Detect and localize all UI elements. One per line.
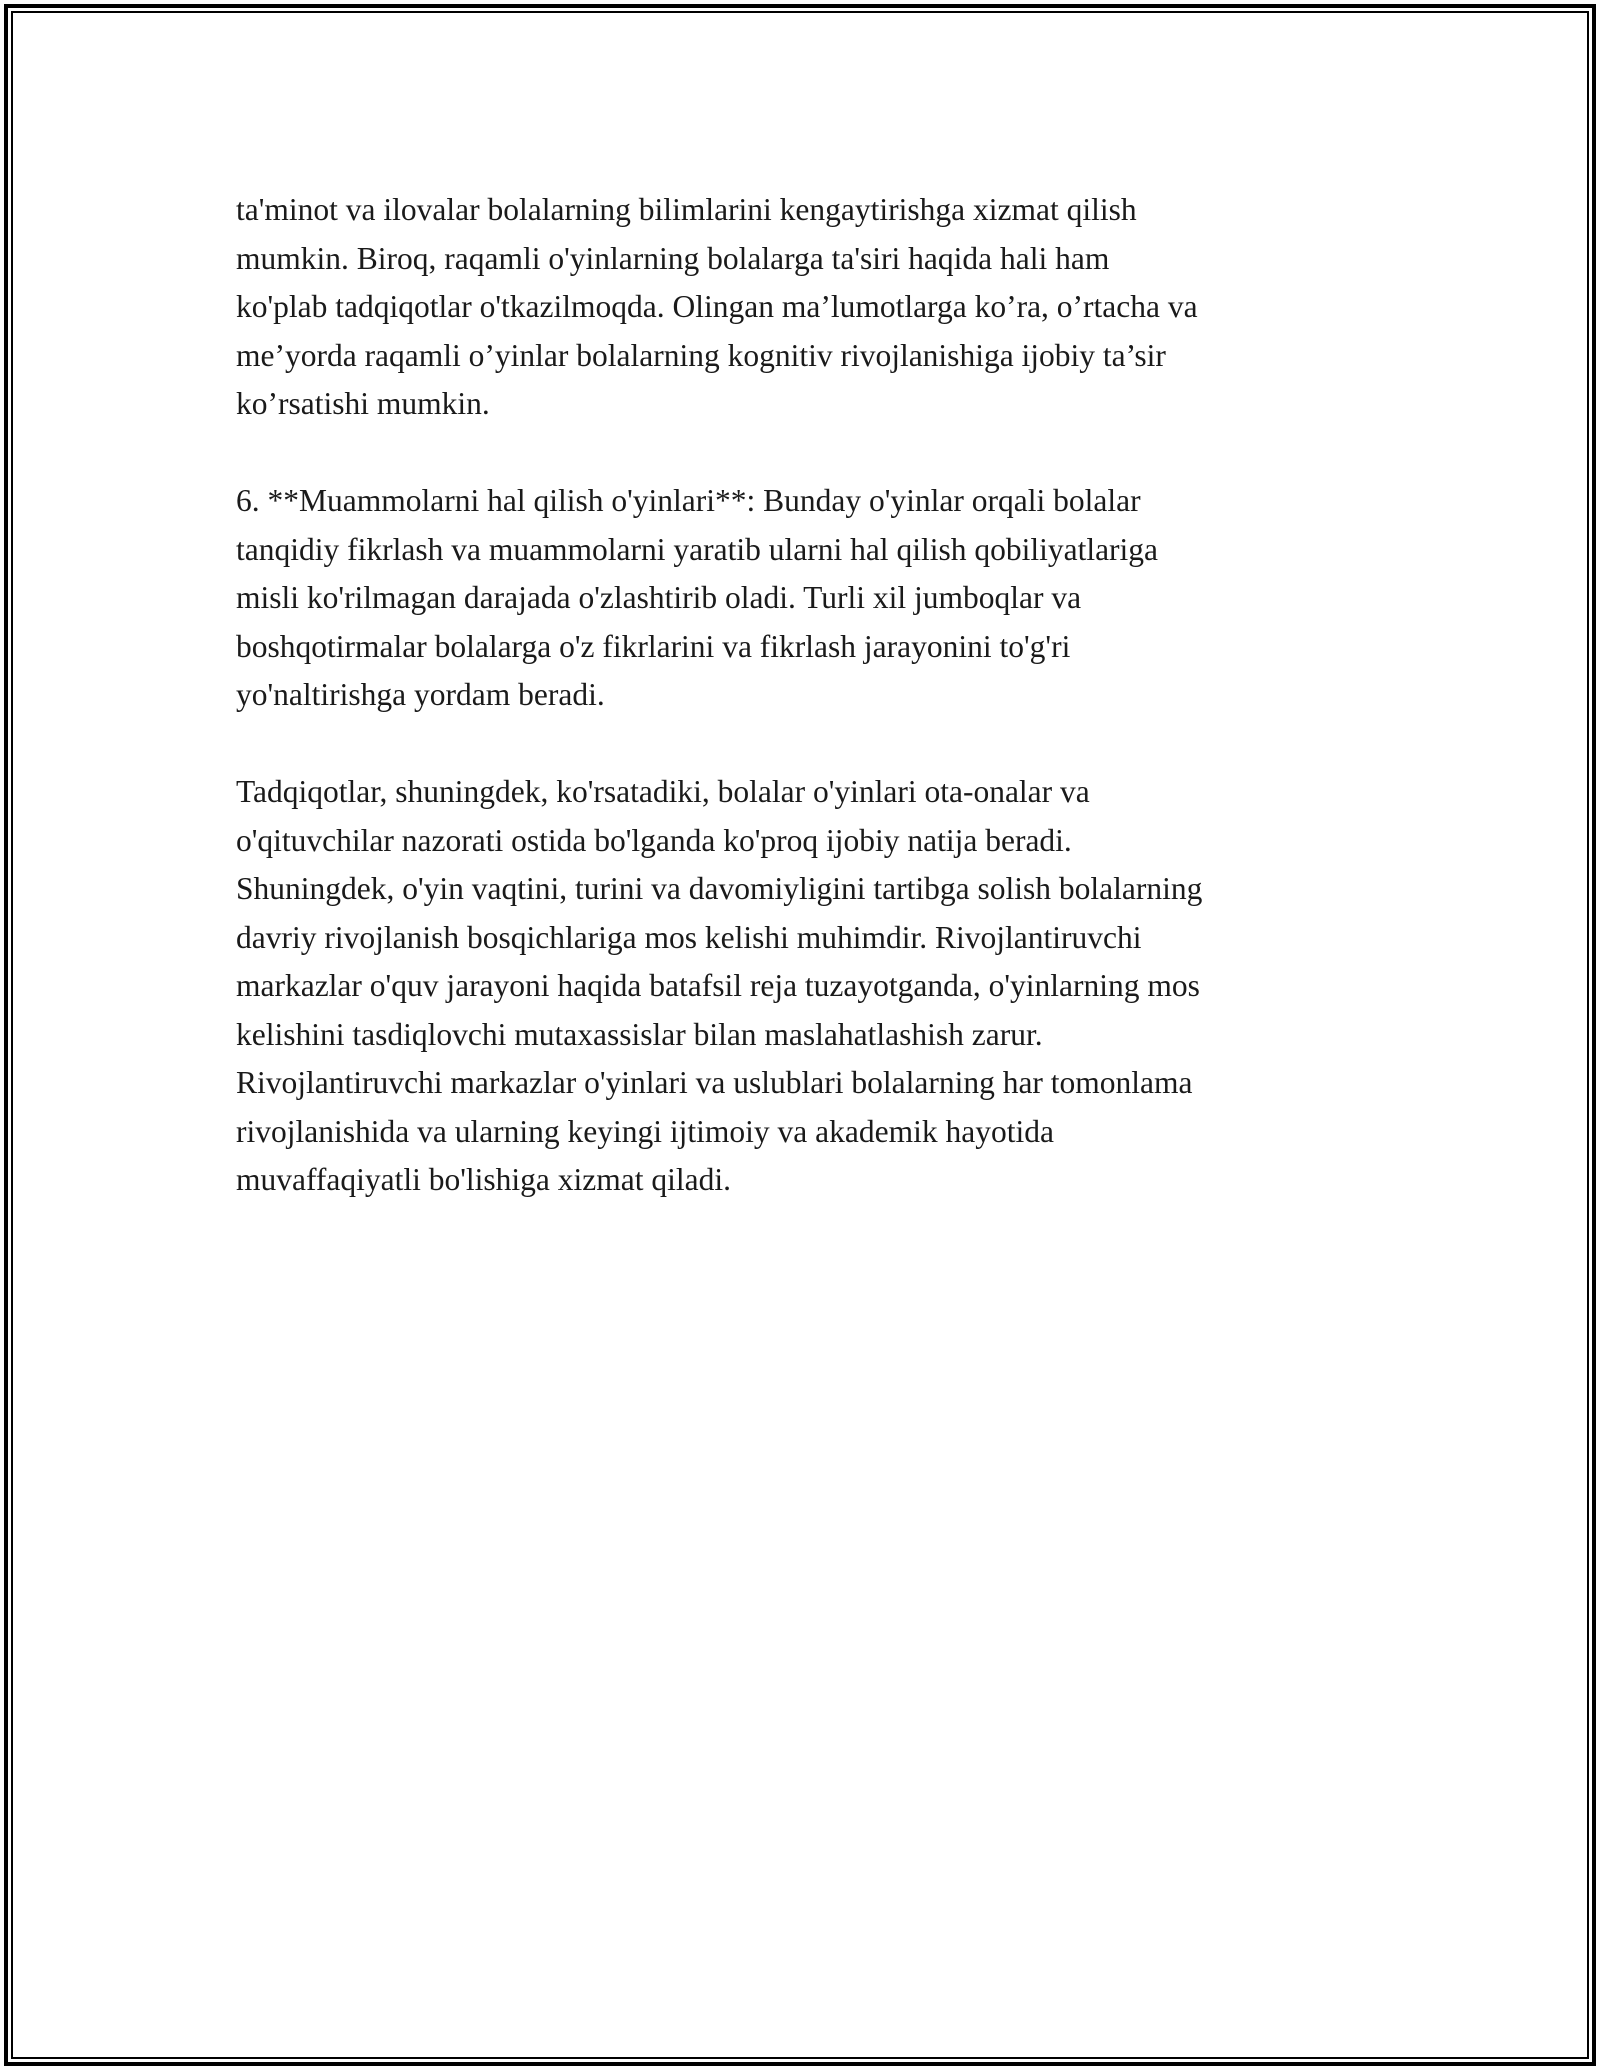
text-line: yo'naltirishga yordam beradi. xyxy=(236,677,605,712)
text-line: mumkin. Biroq, raqamli o'yinlarning bolalarga ta'siri haqida hali ham xyxy=(236,240,1110,276)
text-line: davriy rivojlanish bosqichlariga mos kelishi muhimdir. Rivojlantiruvchi xyxy=(236,919,1142,955)
text-line: misli ko'rilmagan darajada o'zlashtirib oladi. Turli xil jumboqlar va xyxy=(236,580,1082,615)
text-line: tanqidiy fikrlash va muammolarni yaratib ularni hal qilish qobiliyatlariga xyxy=(236,531,1159,567)
text-line: boshqotirmalar bolalarga o'z fikrlarini va fikrlash jarayonini to'g'ri xyxy=(236,628,1071,664)
text-line: Rivojlantiruvchi markazlar o'yinlari va uslublari bolalarning har tomonlama xyxy=(236,1065,1193,1100)
text-line: o'qituvchilar nazorati ostida bo'lganda ko'proq ijobiy natija beradi. xyxy=(236,822,1072,858)
text-line: me’yorda raqamli o’yinlar bolalarning kognitiv rivojlanishiga ijobiy ta’sir xyxy=(236,337,1166,373)
paragraph-2 xyxy=(236,477,1376,720)
text-line: rivojlanishida va ularning keyingi ijtimoiy va akademik hayotida xyxy=(236,1113,1054,1149)
text-line: muvaffaqiyatli bo'lishiga xizmat qiladi. xyxy=(236,1162,731,1197)
text-line: ta'minot va ilovalar bolalarning bilimlarini kengaytirishga xizmat qilish xyxy=(236,192,1137,227)
paragraph-3 xyxy=(236,768,1376,1205)
text-line: 6. **Muammolarni hal qilish o'yinlari**: Bunday o'yinlar orqali bolalar xyxy=(236,483,1141,518)
text-line: Shuningdek, o'yin vaqtini, turini va davomiyligini tartibga solish bolalarning xyxy=(236,871,1203,906)
paragraph-gap xyxy=(236,429,1376,478)
text-line: Tadqiqotlar, shuningdek, ko'rsatadiki, bolalar o'yinlari ota-onalar va xyxy=(236,774,1090,809)
text-line: ko'plab tadqiqotlar o'tkazilmoqda. Olingan ma’lumotlarga ko’ra, o’rtacha va xyxy=(236,289,1198,324)
paragraph-1 xyxy=(236,186,1376,429)
paragraph-gap xyxy=(236,720,1376,769)
text-line: ko’rsatishi mumkin. xyxy=(236,386,490,421)
text-line: kelishini tasdiqlovchi mutaxassislar bilan maslahatlashish zarur. xyxy=(236,1016,1043,1052)
document-body xyxy=(236,186,1376,1205)
text-line: markazlar o'quv jarayoni haqida batafsil reja tuzayotganda, o'yinlarning mos xyxy=(236,968,1200,1003)
